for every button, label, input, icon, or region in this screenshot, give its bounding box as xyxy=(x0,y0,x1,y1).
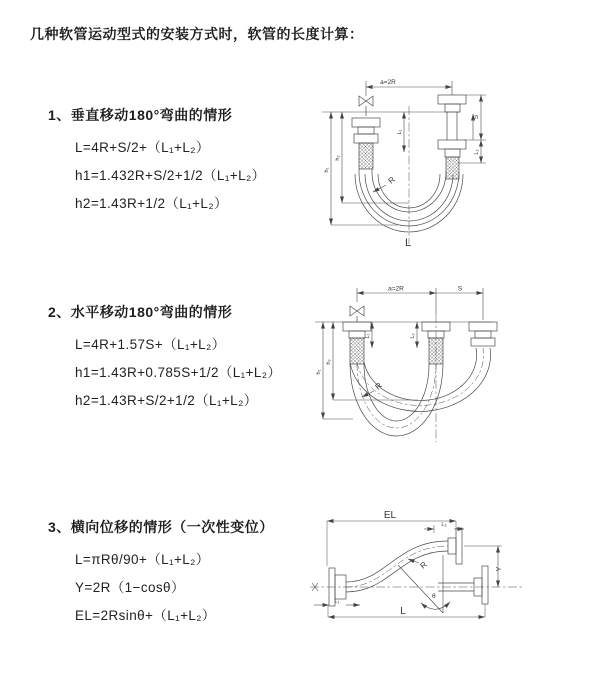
formula-l: L=πRθ/90+（L₁+L₂） xyxy=(75,552,210,567)
dimension-h1 xyxy=(323,322,353,419)
formula-el: EL=2Rsinθ+（L₁+L₂） xyxy=(75,608,216,623)
hose-s-curve xyxy=(346,541,448,592)
dim-label-l1: L₁ xyxy=(334,599,340,605)
dim-label-h1: h₁ xyxy=(316,369,322,375)
valve-icon xyxy=(350,306,364,322)
section-2 xyxy=(48,302,281,415)
label-radius: R xyxy=(418,559,429,571)
hose-u-bends xyxy=(350,348,491,436)
diagram-vertical-180-bend xyxy=(306,66,598,262)
dim-label-y: Y xyxy=(496,566,503,572)
dim-label-l2: L₂ xyxy=(474,149,480,155)
formula-h1: h1=1.43R+0.785S+1/2（L₁+L₂） xyxy=(75,365,282,380)
dim-label-h1: h₁ xyxy=(324,167,330,173)
label-radius: R xyxy=(386,174,397,186)
valve-icon xyxy=(359,96,373,116)
formula-h2: h2=1.43R+1/2（L₁+L₂） xyxy=(75,196,228,211)
dimension-a-2r xyxy=(366,81,452,96)
dimension-l2 xyxy=(458,140,486,163)
page-title: 几种软管运动型式的安装方式时，软管的长度计算： xyxy=(30,26,364,42)
formula-h2: h2=1.43R+S/2+1/2（L₁+L₂） xyxy=(75,393,258,408)
left-flange xyxy=(352,118,380,169)
label-radius: R xyxy=(373,380,384,392)
left-flange xyxy=(343,322,371,364)
dim-label-a2r: a=2R xyxy=(380,79,396,86)
ghost-pipe xyxy=(438,566,488,604)
right-flange xyxy=(438,95,466,179)
label-length: L xyxy=(405,237,412,249)
dim-label-s: S xyxy=(473,114,480,120)
formula-l: L=4R+S/2+（L₁+L₂） xyxy=(75,140,210,155)
diagram-lateral-displacement xyxy=(298,503,598,638)
dim-label-h2: h₂ xyxy=(326,359,332,365)
dimension-a-2r xyxy=(357,285,483,320)
right-flange xyxy=(469,322,497,346)
dim-label-l1: L₁ xyxy=(365,333,371,339)
section-1-heading: 1、垂直移动180°弯曲的情形 xyxy=(48,107,233,123)
formula-h1: h1=1.432R+S/2+1/2（L₁+L₂） xyxy=(75,168,266,183)
formula-y: Y=2R（1−cosθ） xyxy=(75,580,185,595)
section-3 xyxy=(48,517,274,630)
section-2-heading: 2、水平移动180°弯曲的情形 xyxy=(48,304,233,320)
upper-right-flange xyxy=(448,528,462,564)
dim-label-el: EL xyxy=(383,510,397,521)
section-1 xyxy=(48,105,266,218)
diagram-horizontal-180-bend xyxy=(306,284,598,452)
dim-label-s: S xyxy=(457,285,463,293)
dim-label-l2: L₂ xyxy=(441,522,447,528)
dimension-y xyxy=(464,546,502,587)
dim-label-l1: L₁ xyxy=(397,129,403,135)
dim-label-l2: L₂ xyxy=(410,333,416,339)
dimension-el xyxy=(327,521,456,566)
section-3-heading: 3、横向位移的情形（一次性变位） xyxy=(48,519,274,535)
dimension-l xyxy=(328,604,485,617)
dim-label-l: L xyxy=(400,606,406,617)
dim-label-a2r: a=2R xyxy=(388,285,404,293)
label-theta: θ xyxy=(432,593,436,600)
formula-l: L=4R+1.57S+（L₁+L₂） xyxy=(75,337,226,352)
dim-label-h2: h₂ xyxy=(335,155,341,161)
